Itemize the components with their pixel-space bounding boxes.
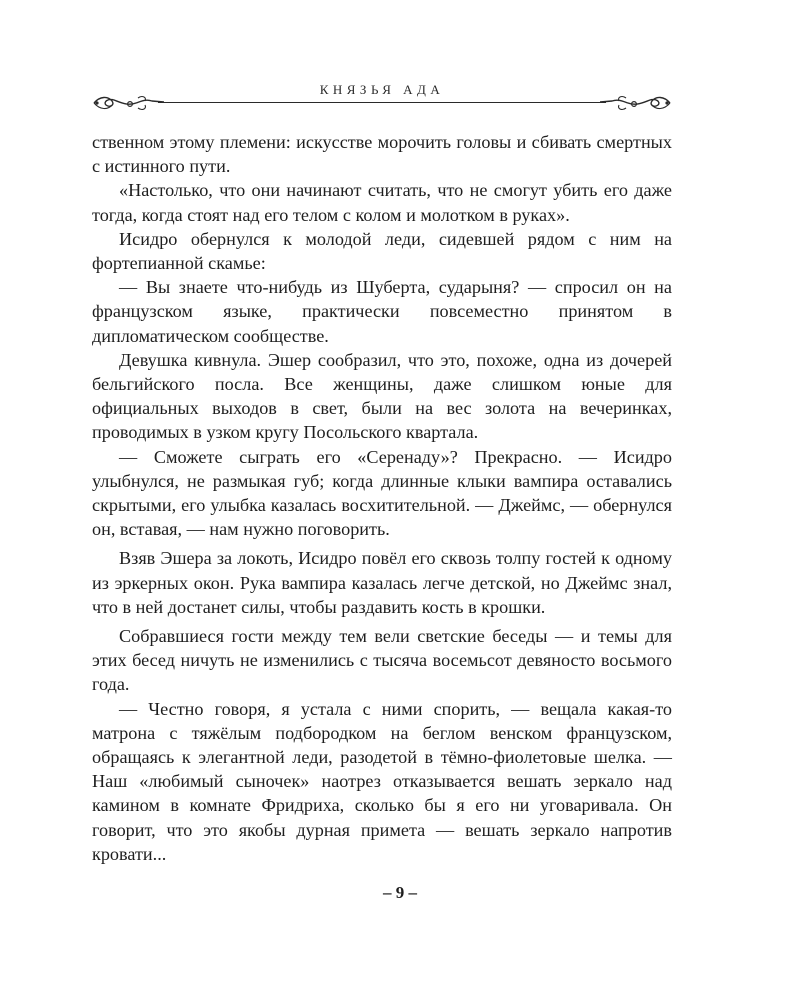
running-title: КНЯЗЬЯ АДА [319, 82, 445, 97]
paragraph: «Настолько, что они начинают считать, что не смогут убить его даже тогда, когда стоят над его телом с колом и молотком в руках». [92, 180, 672, 225]
page-number: – 9 – [383, 883, 417, 902]
paragraph: Исидро обернулся к молодой леди, сидевшей рядом с ним на фортепианной скамье: [92, 228, 672, 274]
paragraph: Девушка кивнула. Эшер сообразил, что это, похоже, одна из дочерей бельгийского посла. Все женщины, даже слишком юные для официальных выходов в свет, были на вес золота на вечеринках, проводимых в узком кругу Посольского квартала. [92, 349, 672, 443]
running-head [92, 82, 672, 112]
paragraph: — Честно говоря, я устала с ними спорить, — вещала какая-то матрона с тяжёлым подбородком на беглом венском французском, обращаясь к элегантной леди, разодетой в тёмно-фиолетовые шелка. — Наш «любимый сыночек» наотрез отказывается вешать зеркало над камином в комнате Фридриха, сколько бы я его ни уговаривала. Он говорит, что это якобы дурная примета — вешать зеркало напротив кровати... [92, 698, 672, 864]
paragraph: Взяв Эшера за локоть, Исидро повёл его сквозь толпу гостей к одному из эркерных окон. Рука вампира казалась легче детской, но Джеймс знал, что в ней достанет силы, чтобы раздавить кость в крошки. [92, 548, 672, 617]
paragraph: — Сможете сыграть его «Серенаду»? Прекрасно. — Исидро улыбнулся, не размыкая губ; когда длинные клыки вампира оставались скрытыми, его улыбка казалась восхитительной. — Джеймс, — обернулся он, вставая, — нам нужно поговорить. [92, 446, 672, 540]
paragraph: Собравшиеся гости между тем вели светские беседы — и темы для этих бесед ничуть не изменились с тысяча восемьсот девяносто восьмого года. [92, 626, 672, 695]
paragraph: — Вы знаете что-нибудь из Шуберта, сударыня? — спросил он на французском языке, практически повсеместно принятом в дипломатическом сообществе. [92, 277, 672, 346]
right-ornament-icon [600, 94, 672, 112]
paragraph: ственном этому племени: искусстве морочить головы и сбивать смертных с истинного пути. [92, 132, 672, 177]
header-rule [158, 102, 606, 103]
body-text [92, 130, 672, 866]
